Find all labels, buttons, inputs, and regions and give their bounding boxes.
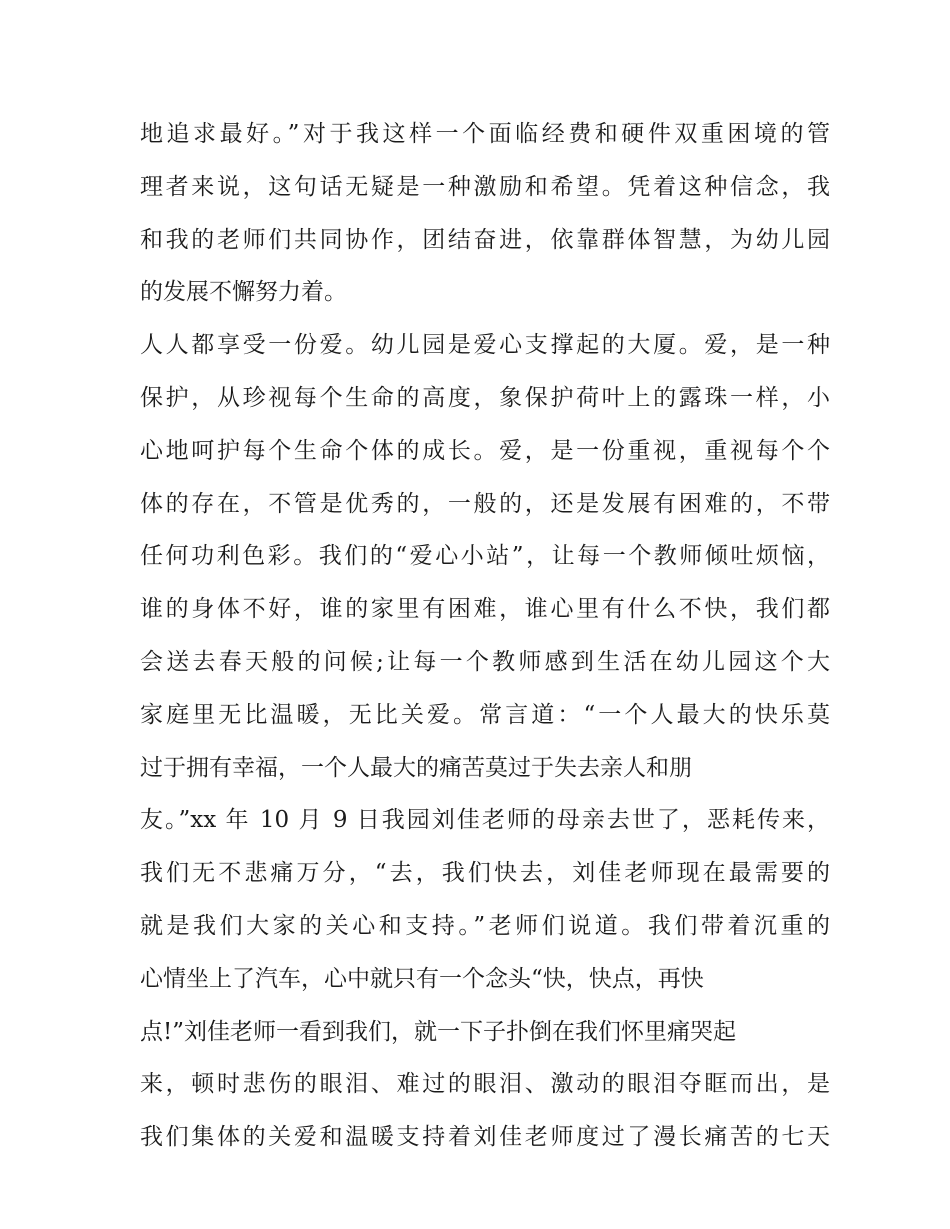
text-line: 会送去春天般的问候;让每一个教师感到生活在幼儿园这个大 <box>140 648 830 675</box>
text-line: 的发展不懈努力着。 <box>140 279 347 306</box>
text-line: 任何功利色彩。我们的“爱心小站”，让每一个教师倾吐烦恼， <box>140 543 830 570</box>
text-line: 心情坐上了汽车，心中就只有一个念头“快，快点，再快 <box>140 965 704 992</box>
text-line: 和我的老师们共同协作，团结奋进，依靠群体智慧，为幼儿园 <box>140 226 830 253</box>
text-line: 我们无不悲痛万分，“去，我们快去，刘佳老师现在最需要的 <box>140 860 830 887</box>
text-line: 心地呵护每个生命个体的成长。爱，是一份重视，重视每个个 <box>140 437 830 464</box>
text-line: 理者来说，这句话无疑是一种激励和希望。凭着这种信念，我 <box>140 173 830 200</box>
text-line: 体的存在，不管是优秀的，一般的，还是发展有困难的，不带 <box>140 490 830 517</box>
text-line: 就是我们大家的关心和支持。”老师们说道。我们带着沉重的 <box>140 912 830 939</box>
text-line: 来，顿时悲伤的眼泪、难过的眼泪、激动的眼泪夺眶而出，是 <box>140 1071 830 1098</box>
text-line: 点!”刘佳老师一看到我们，就一下子扑倒在我们怀里痛哭起 <box>140 1018 737 1045</box>
text-line: 人人都享受一份爱。幼儿园是爱心支撑起的大厦。爱，是一种 <box>140 332 830 359</box>
text-line: 谁的身体不好，谁的家里有困难，谁心里有什么不快，我们都 <box>140 596 830 623</box>
text-line: 地追求最好。”对于我这样一个面临经费和硬件双重困境的管 <box>140 121 830 147</box>
text-line: 过于拥有幸福，一个人最大的痛苦莫过于失去亲人和朋 <box>140 754 692 781</box>
body-text <box>140 108 830 1164</box>
text-line: 家庭里无比温暖，无比关爱。常言道：“一个人最大的快乐莫 <box>140 701 830 728</box>
text-line: 保护，从珍视每个生命的高度，象保护荷叶上的露珠一样，小 <box>140 384 830 411</box>
text-line: 友。”xx 年 10 月 9 日我园刘佳老师的母亲去世了，恶耗传来， <box>140 807 830 834</box>
text-line: 我们集体的关爱和温暖支持着刘佳老师度过了漫长痛苦的七天 <box>140 1124 830 1151</box>
